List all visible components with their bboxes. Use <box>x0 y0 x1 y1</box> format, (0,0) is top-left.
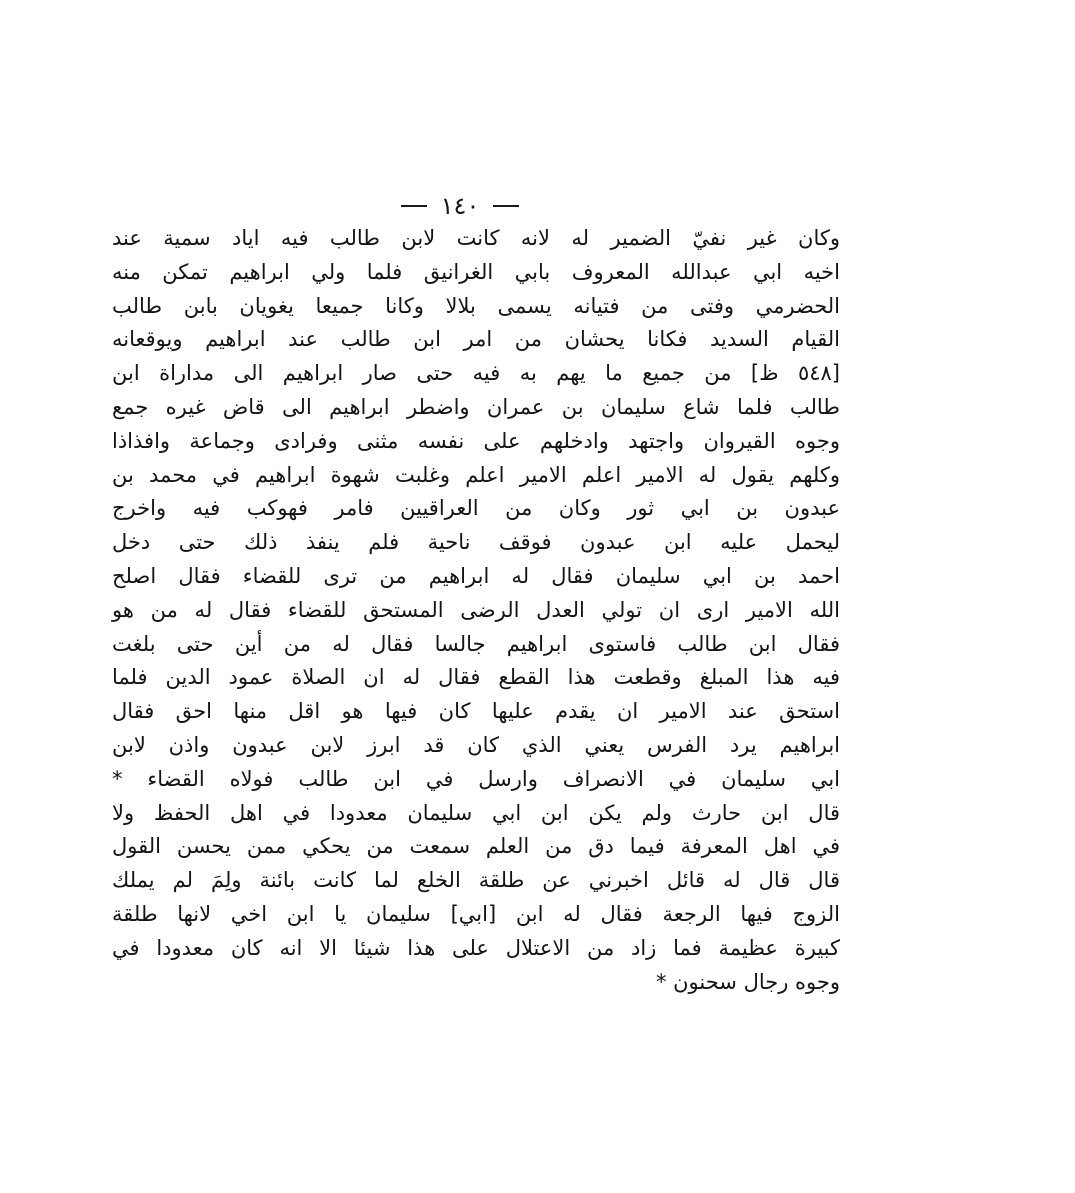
text-line: القيام السديد فكانا يحشان من امر ابن طالب عند ابراهيم ويوقعانه <box>112 327 840 352</box>
text-line: ليحمل عليه ابن عبدون فوقف ناحية فلم ينفذ ذلك حتى دخل <box>112 530 840 555</box>
text-line: قال ابن حارث ولم يكن ابن ابي سليمان معدودا في اهل الحفظ ولا <box>112 800 840 825</box>
text-line: طالب فلما شاع سليمان بن عمران واضطر ابراهيم الى قاض غيره جمع <box>112 394 840 419</box>
page-number: ١٤٠ <box>440 192 480 220</box>
text-line: استحق عند الامير ان يقدم عليها كان فيها هو اقل منها احق فقال <box>112 699 840 724</box>
text-line: احمد بن ابي سليمان فقال له ابراهيم من ترى للقضاء فقال اصلح <box>112 563 840 588</box>
text-line: الحضرمي وفتى من فتيانه يسمى بلالا وكانا جميعا يغويان بابن طالب <box>112 293 840 318</box>
text-line-last: وجوه رجال سحنون * <box>655 969 840 994</box>
text-line: وكان غير نفيّ الضمير له لانه كانت لابن طالب فيه اياد سمية عند <box>112 226 840 250</box>
text-line: الزوج فيها الرجعة فقال له ابن [ابي] سليمان يا ابن اخي لانها طلقة <box>112 901 840 926</box>
text-line: [٥٤٨ ظ] من جميع ما يهم به فيه حتى صار ابراهيم الى مداراة ابن <box>112 361 840 386</box>
body-text <box>112 222 840 999</box>
text-line: كبيرة عظيمة فما زاد من الاعتلال على هذا شيئا الا انه كان معدودا في <box>112 935 840 960</box>
header-dash-right <box>493 205 519 207</box>
text-line: الله الامير ارى ان تولي العدل الرضى المستحق للقضاء فقال له من هو <box>112 597 840 622</box>
text-line: وكلهم يقول له الامير اعلم الامير اعلم وغلبت شهوة ابراهيم في محمد بن <box>112 462 840 487</box>
header-dash-left <box>401 205 427 207</box>
text-line: فيه هذا المبلغ وقطعت هذا القطع فقال له ان الصلاة عمود الدين فلما <box>112 665 840 690</box>
text-line: فقال ابن طالب فاستوى ابراهيم جالسا فقال له من أين حتى بلغت <box>112 631 840 656</box>
page-header <box>395 190 525 222</box>
text-line: عبدون بن ابي ثور وكان من العراقيين فامر فهوكب فيه واخرج <box>112 496 840 521</box>
text-line: قال قال له قائل اخبرني عن طلقة الخلع لما كانت بائنة ولِمَ لم يملك <box>112 868 840 893</box>
text-line: ابراهيم يرد الفرس يعني الذي كان قد ابرز لابن عبدون واذن لابن <box>112 732 840 757</box>
text-line: وجوه القيروان واجتهد وادخلهم على نفسه مثنى وفرادى وجماعة وافذاذا <box>112 428 840 453</box>
text-line: اخيه ابي عبدالله المعروف بابي الغرانيق فلما ولي ابراهيم تمكن منه <box>112 259 840 284</box>
text-line: في اهل المعرفة فيما دق من العلم سمعت من يحكي ممن يحسن القول <box>112 834 840 859</box>
text-line: ابي سليمان في الانصراف وارسل في ابن طالب فولاه القضاء * <box>112 766 840 791</box>
